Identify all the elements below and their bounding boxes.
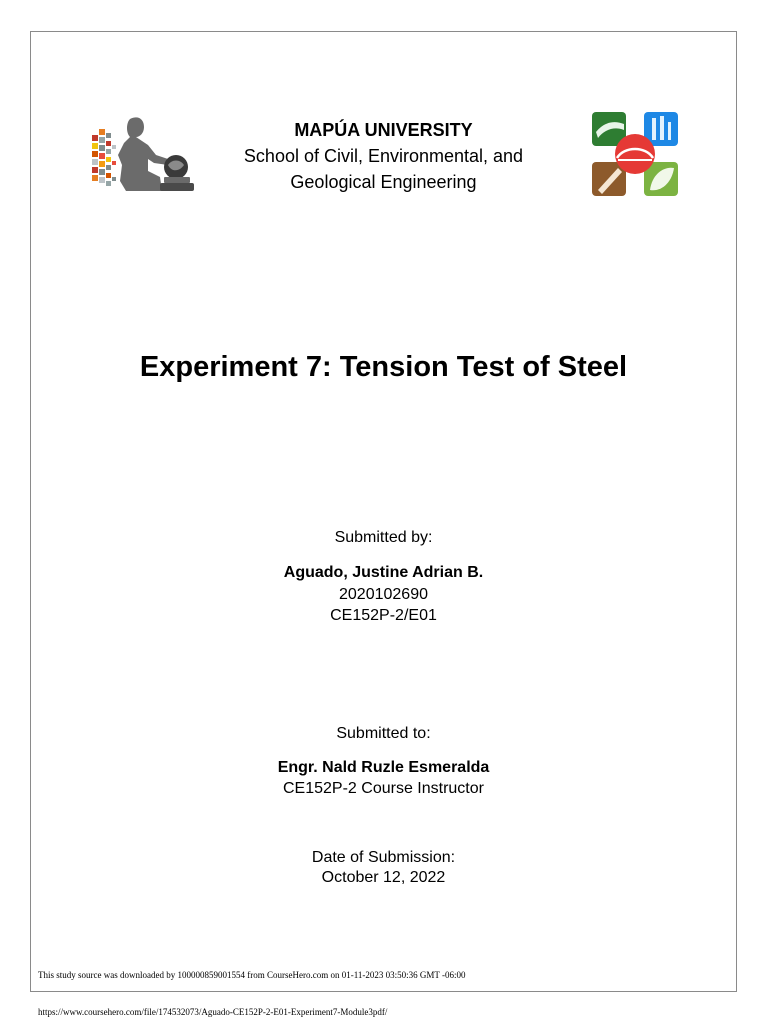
university-name: MAPÚA UNIVERSITY [294,120,473,140]
instructor-role: CE152P-2 Course Instructor [283,780,484,797]
download-notice: This study source was downloaded by 100000859001554 from CourseHero.com on 01-11-2023 03:50:36 GMT -06:00 [38,970,466,980]
course-section: CE152P-2/E01 [330,607,437,624]
school-name-line-2: Geological Engineering [290,172,477,192]
student-number: 2020102690 [339,586,428,603]
submitted-to-label: Submitted to: [336,725,431,742]
submitted-by-label: Submitted by: [334,529,433,546]
document-title: Experiment 7: Tension Test of Steel [139,351,628,383]
instructor-name: Engr. Nald Ruzle Esmeralda [277,759,490,776]
school-name-line-1: School of Civil, Environmental, and [243,146,524,166]
author-name: Aguado, Justine Adrian B. [283,564,484,581]
submission-date: October 12, 2022 [321,869,446,886]
source-url[interactable]: https://www.coursehero.com/file/174532073/Aguado-CE152P-2-E01-Experiment7-Module3pdf/ [38,1007,388,1017]
submission-date-label: Date of Submission: [311,849,456,866]
